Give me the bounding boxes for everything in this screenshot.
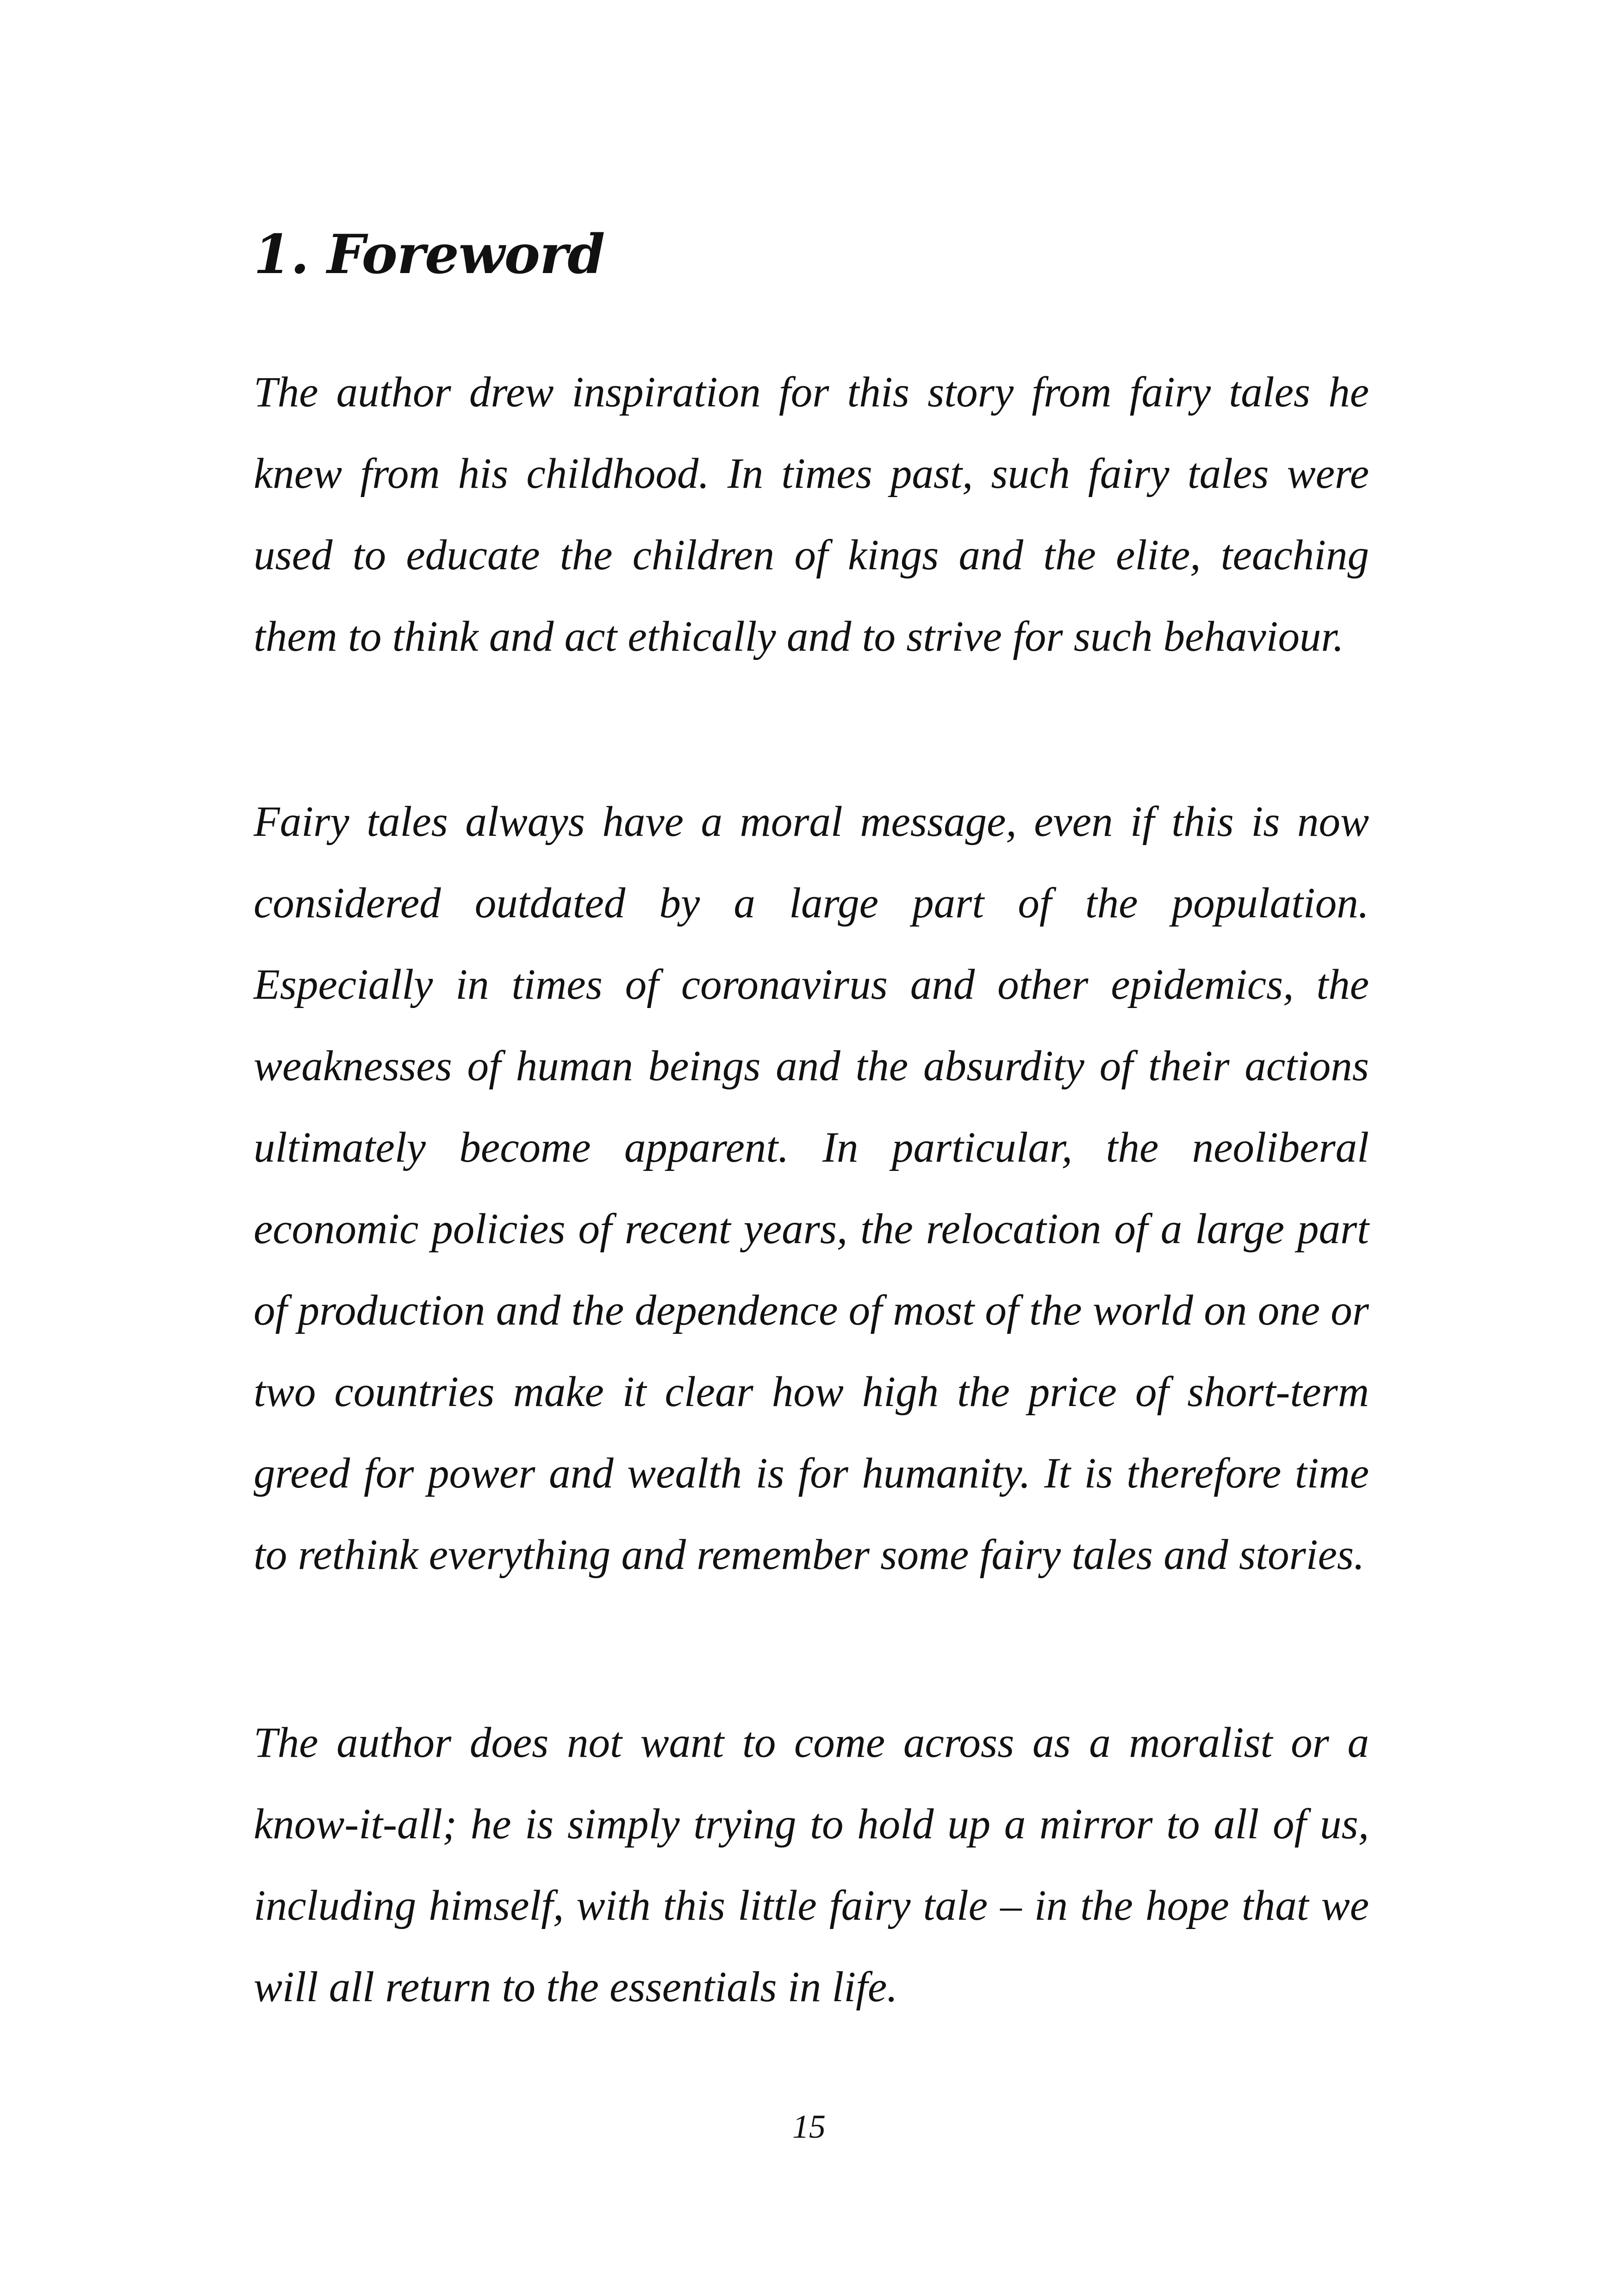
chapter-title: 1. Foreword bbox=[254, 223, 605, 286]
page-number: 15 bbox=[792, 2108, 826, 2145]
paragraph-mirror: The author does not want to come across as a moralist or a know-it-all; he is simply trying to hold up a mirror to all of us, including himself, with this little fairy tale – in the hope that we will all return to the essentials in life. bbox=[254, 1719, 1369, 2011]
paragraph-moral-message: Fairy tales always have a moral message, even if this is now considered outdated by a large part of the population. Especially in times of coronavirus and other epidemics, the weaknesses of human beings and the absurdity of their actions ultimately become apparent. In particular, the neoliberal economic policies of recent years, the relocation of a large part of production and the dependence of most of the world on one or two countries make it clear how high the price of short-term greed for power and wealth is for humanity. It is therefore time to rethink everything and remember some fairy tales and stories. bbox=[254, 798, 1369, 1579]
paragraph-inspiration: The author drew inspiration for this story from fairy tales he knew from his childhood. In times past, such fairy tales were used to educate the children of kings and the elite, teaching them to think and act ethically and to strive for such behaviour. bbox=[254, 368, 1369, 660]
